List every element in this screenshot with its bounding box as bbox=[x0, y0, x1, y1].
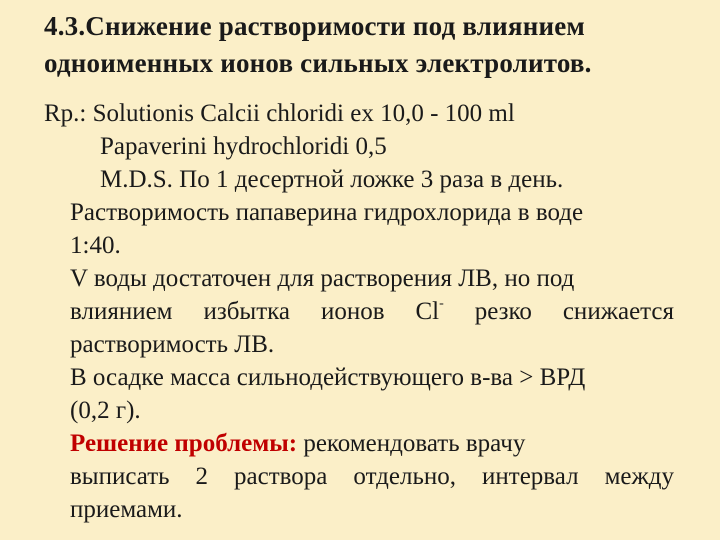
volume-line-2-post: резко снижается bbox=[443, 298, 674, 325]
volume-paragraph bbox=[44, 262, 674, 361]
solution-line-1 bbox=[70, 427, 674, 460]
volume-line-1: V воды достаточен для растворения ЛВ, но под bbox=[70, 265, 575, 292]
slide-body bbox=[44, 97, 674, 526]
solution-line-1-rest: рекомендовать врачу bbox=[297, 430, 526, 457]
chloride-superscript: - bbox=[439, 295, 444, 311]
title-line-2: одноименных ионов сильных электролитов. bbox=[44, 48, 592, 78]
solubility-line-2: 1:40. bbox=[70, 232, 121, 259]
solution-paragraph bbox=[44, 427, 674, 526]
solution-label: Решение проблемы: bbox=[70, 430, 298, 457]
slide-title bbox=[44, 8, 704, 82]
recipe-rp: Rp.: Solutionis Calcii chloridi ex 10,0 - 100 ml bbox=[44, 100, 515, 127]
sediment-line-1: В осадке масса сильнодействующего в-ва > ВРД bbox=[70, 364, 586, 391]
title-line-1: 4.3.Снижение растворимости под влиянием bbox=[44, 11, 585, 41]
volume-line-2-pre: влиянием избытка ионов Cl bbox=[70, 298, 440, 325]
sediment-line-2: (0,2 г). bbox=[70, 397, 141, 424]
volume-line-2 bbox=[70, 295, 674, 328]
solubility-line-1: Растворимость папаверина гидрохлорида в воде bbox=[70, 199, 584, 226]
recipe-ingredient: Papaverini hydrochloridi 0,5 bbox=[100, 133, 387, 160]
solution-line-2: выписать 2 раствора отдельно, интервал между bbox=[70, 463, 674, 490]
solution-line-3: приемами. bbox=[70, 496, 183, 523]
recipe-signa: M.D.S. По 1 десертной ложке 3 раза в день. bbox=[100, 166, 564, 193]
volume-line-3: растворимость ЛВ. bbox=[70, 331, 275, 358]
